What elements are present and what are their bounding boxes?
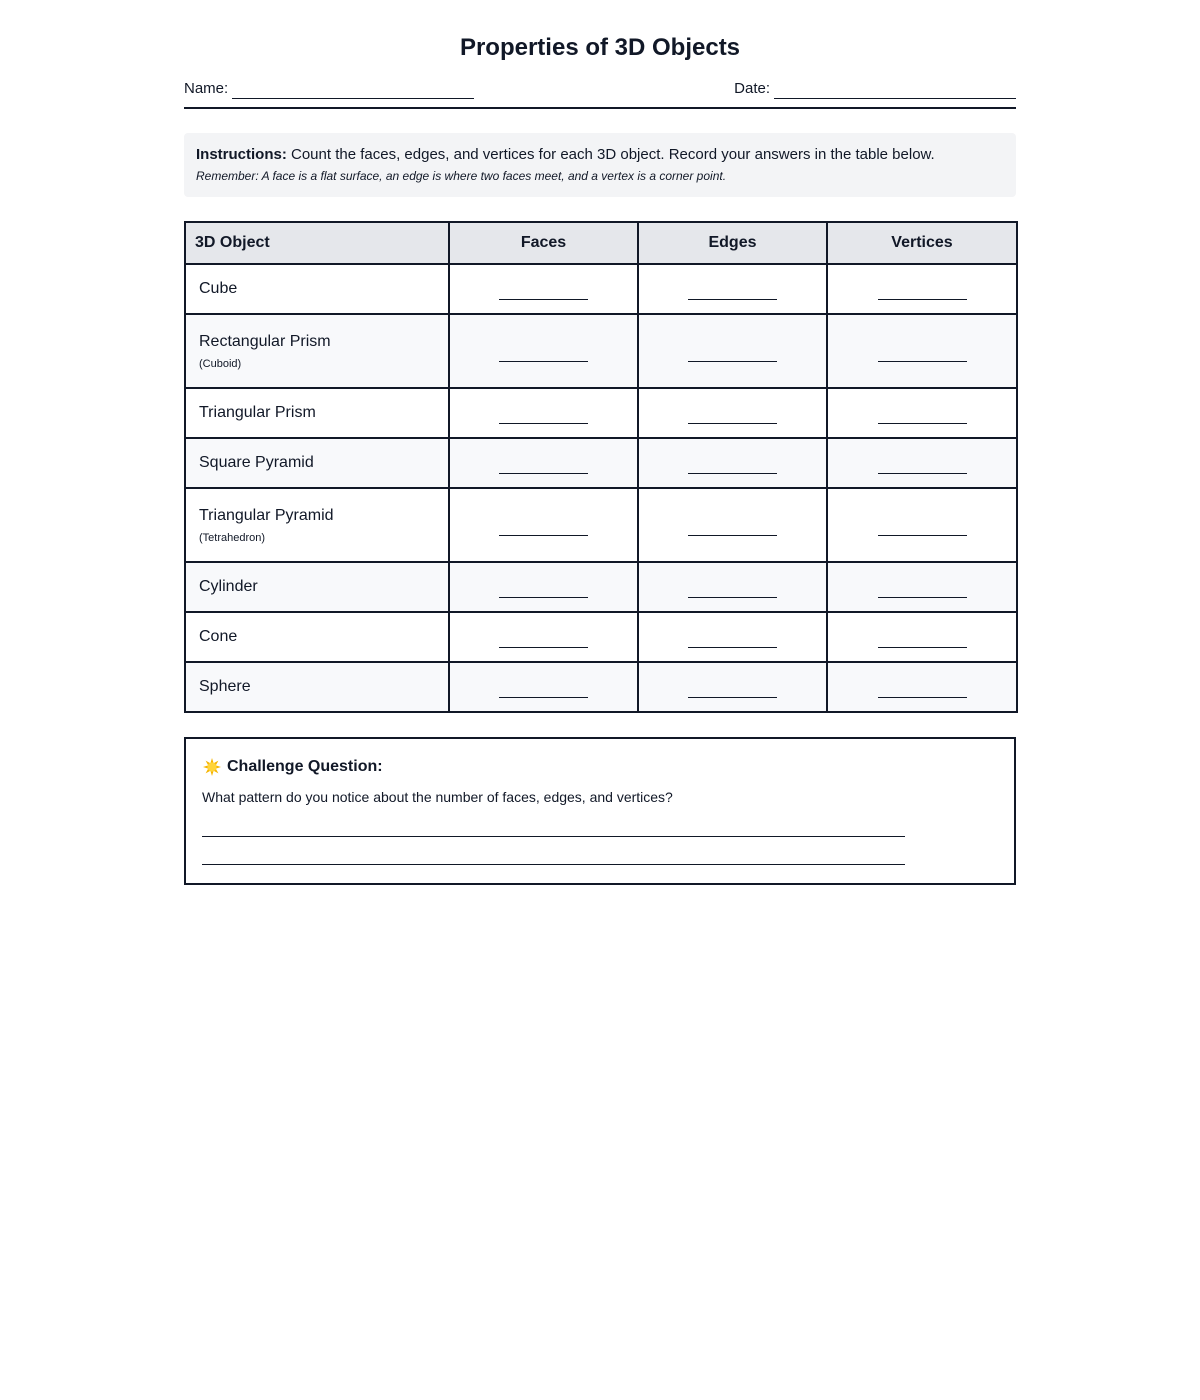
instructions-text [196,146,1004,164]
faces-answer-blank[interactable] [499,583,588,598]
faces-cell [449,438,638,488]
faces-cell [449,662,638,712]
instructions-box [184,133,1016,197]
table-row [185,388,1017,438]
object-name: Cylinder [199,578,258,595]
object-cell [185,662,449,712]
vertices-cell [827,264,1017,314]
table-row [185,438,1017,488]
faces-cell [449,612,638,662]
date-field [734,80,1016,98]
faces-cell [449,562,638,612]
object-name: Square Pyramid [199,454,314,471]
instructions-label: Instructions: [196,146,287,163]
edges-cell [638,438,827,488]
edges-cell [638,562,827,612]
vertices-cell [827,438,1017,488]
page-title: Properties of 3D Objects [459,34,741,61]
edges-cell [638,264,827,314]
faces-answer-blank[interactable] [499,633,588,648]
vertices-answer-blank[interactable] [878,459,967,474]
answer-line-2[interactable] [202,863,905,865]
vertices-answer-blank[interactable] [878,583,967,598]
object-cell [185,264,449,314]
column-header-object: 3D Object [185,222,449,264]
faces-answer-blank[interactable] [499,409,588,424]
vertices-cell [827,562,1017,612]
edges-answer-blank[interactable] [688,347,777,362]
edges-answer-blank[interactable] [688,633,777,648]
faces-cell [449,314,638,388]
object-name: Triangular Prism [199,404,316,421]
properties-table [184,221,1018,713]
object-name: Triangular Pyramid [199,506,334,524]
worksheet [184,0,1016,885]
edges-answer-blank[interactable] [688,683,777,698]
name-field [184,80,474,98]
edges-cell [638,388,827,438]
vertices-answer-blank[interactable] [878,521,967,536]
column-header-edges: Edges [638,222,827,264]
object-cell [185,612,449,662]
vertices-cell [827,662,1017,712]
object-cell [185,562,449,612]
name-label: Name: [184,80,229,97]
vertices-answer-blank[interactable] [878,683,967,698]
faces-answer-blank[interactable] [499,347,588,362]
student-info-row [184,80,1016,109]
faces-answer-blank[interactable] [499,459,588,474]
table-row [185,488,1017,562]
edges-answer-blank[interactable] [688,409,777,424]
table-row [185,314,1017,388]
table-row [185,562,1017,612]
edges-answer-blank[interactable] [688,521,777,536]
star-icon [202,757,222,777]
vertices-answer-blank[interactable] [878,633,967,648]
object-cell [185,388,449,438]
faces-answer-blank[interactable] [499,285,588,300]
faces-cell [449,388,638,438]
table-row [185,612,1017,662]
vertices-answer-blank[interactable] [878,347,967,362]
vertices-cell [827,388,1017,438]
date-blank-line[interactable] [774,83,1016,99]
object-alt-name: (Cuboid) [199,357,242,370]
object-cell [185,488,449,562]
edges-cell [638,662,827,712]
edges-answer-blank[interactable] [688,285,777,300]
table-row [185,662,1017,712]
vertices-answer-blank[interactable] [878,285,967,300]
faces-answer-blank[interactable] [499,683,588,698]
vertices-cell [827,314,1017,388]
date-label: Date: [734,80,770,97]
faces-answer-blank[interactable] [499,521,588,536]
faces-cell [449,488,638,562]
object-name: Cube [199,280,238,297]
edges-answer-blank[interactable] [688,459,777,474]
object-cell [185,314,449,388]
instructions-note: Remember: A face is a flat surface, an edge is where two faces meet, and a vertex is a corner point. [196,169,727,183]
faces-cell [449,264,638,314]
vertices-cell [827,488,1017,562]
object-name: Sphere [199,678,251,695]
edges-answer-blank[interactable] [688,583,777,598]
object-alt-name: (Tetrahedron) [199,531,266,544]
edges-cell [638,612,827,662]
name-blank-line[interactable] [232,83,474,99]
instructions-body: Count the faces, edges, and vertices for each 3D object. Record your answers in the table below. [286,146,935,163]
vertices-cell [827,612,1017,662]
object-name: Rectangular Prism [199,332,331,350]
edges-cell [638,314,827,388]
challenge-question: What pattern do you notice about the number of faces, edges, and vertices? [202,789,673,805]
table-header-row [185,222,1017,264]
challenge-box [184,737,1016,885]
edges-cell [638,488,827,562]
column-header-vertices: Vertices [827,222,1017,264]
column-header-faces: Faces [449,222,638,264]
table-row [185,264,1017,314]
table-body [185,264,1017,712]
object-name: Cone [199,628,238,645]
challenge-title: Challenge Question: [227,758,383,775]
object-cell [185,438,449,488]
answer-line-1[interactable] [202,835,905,837]
vertices-answer-blank[interactable] [878,409,967,424]
challenge-heading [202,757,998,777]
